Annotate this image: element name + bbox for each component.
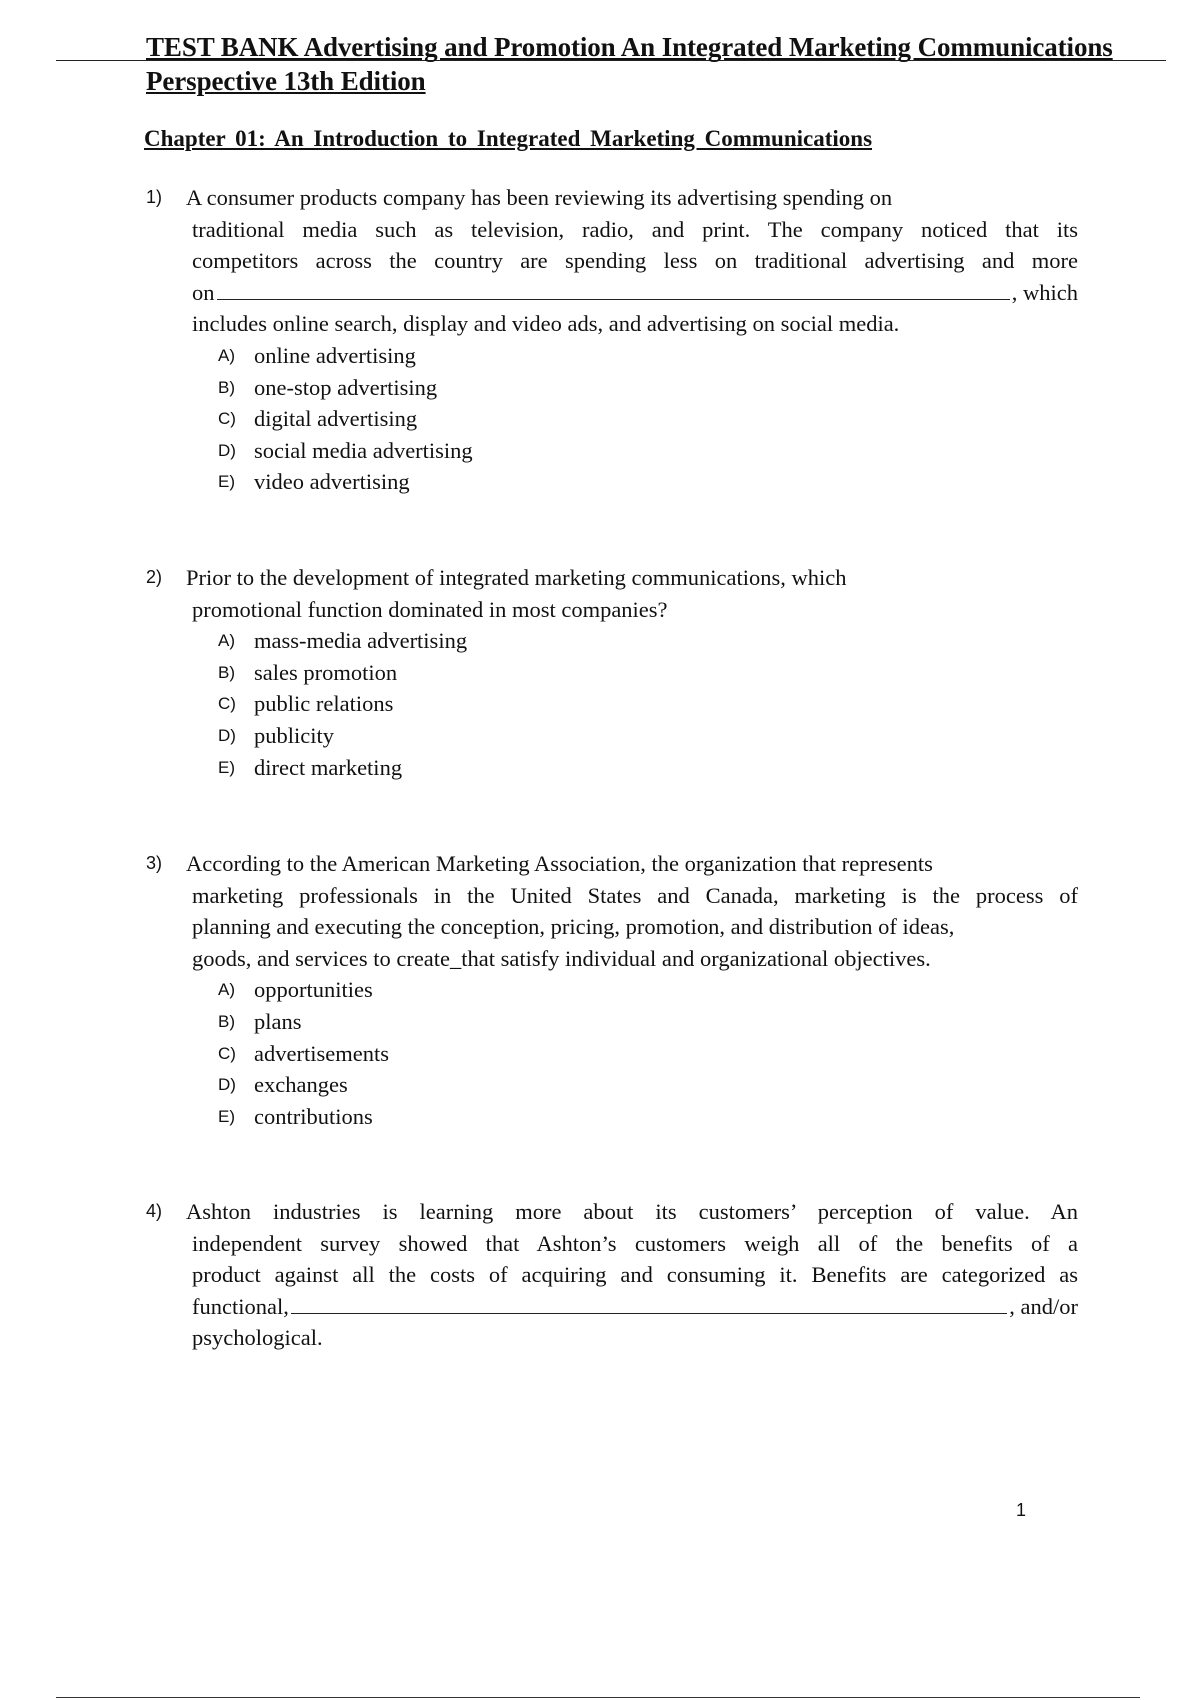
stem-line: planning and executing the conception, pricing, promotion, and distribution of ideas, xyxy=(192,914,955,940)
option-text: online advertising xyxy=(254,342,416,368)
answer-option xyxy=(218,340,1078,372)
option-text: direct marketing xyxy=(254,754,403,780)
fill-in-blank-line xyxy=(186,277,1078,309)
question-2 xyxy=(146,562,1078,783)
answer-option xyxy=(218,1069,1078,1101)
option-letter: E) xyxy=(218,1106,235,1126)
stem-line: competitors across the country are spending less on traditional advertising and more xyxy=(192,248,1078,274)
stem-line: includes online search, display and video ads, and advertising on social media. xyxy=(192,311,900,337)
question-number: 4) xyxy=(146,1201,163,1221)
answer-option xyxy=(218,974,1078,1006)
answer-option xyxy=(218,372,1078,404)
option-letter: B) xyxy=(218,377,235,397)
option-letter: C) xyxy=(218,409,236,429)
blank-suffix: , which xyxy=(1011,279,1078,305)
option-text: video advertising xyxy=(254,469,410,495)
blank-prefix: on xyxy=(192,279,215,305)
stem-line: traditional media such as television, radio, and print. The company noticed that its xyxy=(192,216,1078,242)
option-text: mass-media advertising xyxy=(254,628,468,654)
option-text: public relations xyxy=(254,691,394,717)
option-text: advertisements xyxy=(254,1040,389,1066)
option-text: exchanges xyxy=(254,1072,348,1098)
question-number: 1) xyxy=(146,187,163,207)
stem-line: independent survey showed that Ashton’s customers weigh all of the benefits of a xyxy=(192,1230,1078,1256)
answer-option xyxy=(218,1101,1078,1133)
answer-options xyxy=(146,625,1078,783)
option-letter: A) xyxy=(218,631,235,651)
fill-in-blank-line xyxy=(186,1291,1078,1323)
stem-line: A consumer products company has been reviewing its advertising spending on xyxy=(186,185,893,210)
blank-prefix: functional, xyxy=(192,1293,289,1319)
option-letter: D) xyxy=(218,1075,236,1095)
chapter-heading: Chapter 01: An Introduction to Integrated Marketing Communications xyxy=(144,126,873,151)
answer-options xyxy=(146,340,1078,498)
answer-option xyxy=(218,1006,1078,1038)
option-text: opportunities xyxy=(254,977,373,1003)
option-letter: E) xyxy=(218,757,235,777)
question-stem xyxy=(186,848,1078,974)
option-letter: C) xyxy=(218,1043,236,1063)
option-text: publicity xyxy=(254,722,334,748)
stem-line: promotional function dominated in most companies? xyxy=(192,596,668,622)
option-text: contributions xyxy=(254,1103,373,1129)
answer-options xyxy=(146,974,1078,1132)
question-number: 2) xyxy=(146,567,163,587)
stem-line: psychological. xyxy=(192,1325,323,1351)
question-stem xyxy=(186,562,1078,625)
answer-option xyxy=(218,688,1078,720)
option-letter: C) xyxy=(218,694,236,714)
stem-line: marketing professionals in the United States and Canada, marketing is the process of xyxy=(192,882,1078,908)
option-letter: D) xyxy=(218,725,236,745)
question-stem xyxy=(186,182,1078,340)
answer-option xyxy=(218,720,1078,752)
answer-option xyxy=(218,752,1078,784)
option-letter: A) xyxy=(218,345,235,365)
answer-blank xyxy=(217,281,1010,300)
answer-option xyxy=(218,435,1078,467)
option-letter: E) xyxy=(218,472,235,492)
answer-option xyxy=(218,403,1078,435)
option-text: digital advertising xyxy=(254,406,418,432)
question-stem xyxy=(186,1196,1078,1354)
page-number: 1 xyxy=(1016,1500,1027,1520)
option-text: sales promotion xyxy=(254,659,398,685)
document-title: TEST BANK Advertising and Promotion An Integrated Marketing Communications Perspective 13th Edition xyxy=(146,32,1113,96)
stem-line: Ashton industries is learning more about its customers’ perception of value. An xyxy=(186,1199,1078,1224)
stem-line: product against all the costs of acquiring and consuming it. Benefits are categorized as xyxy=(192,1262,1078,1288)
answer-blank xyxy=(291,1295,1007,1314)
stem-line: According to the American Marketing Association, the organization that represents xyxy=(186,851,933,876)
question-1 xyxy=(146,182,1078,498)
option-text: plans xyxy=(254,1008,302,1034)
stem-line: goods, and services to create_that satisfy individual and organizational objectives. xyxy=(192,945,931,971)
question-4 xyxy=(146,1196,1078,1354)
footer-rule xyxy=(56,1697,1140,1698)
question-3 xyxy=(146,848,1078,1132)
stem-line: Prior to the development of integrated marketing communications, which xyxy=(186,565,847,590)
option-letter: A) xyxy=(218,980,235,1000)
answer-option xyxy=(218,1038,1078,1070)
option-letter: B) xyxy=(218,1011,235,1031)
option-text: social media advertising xyxy=(254,437,473,463)
answer-option xyxy=(218,625,1078,657)
question-number: 3) xyxy=(146,853,163,873)
option-letter: D) xyxy=(218,440,236,460)
blank-suffix: , and/or xyxy=(1009,1293,1078,1319)
option-letter: B) xyxy=(218,662,235,682)
answer-option xyxy=(218,466,1078,498)
answer-option xyxy=(218,657,1078,689)
option-text: one-stop advertising xyxy=(254,374,438,400)
